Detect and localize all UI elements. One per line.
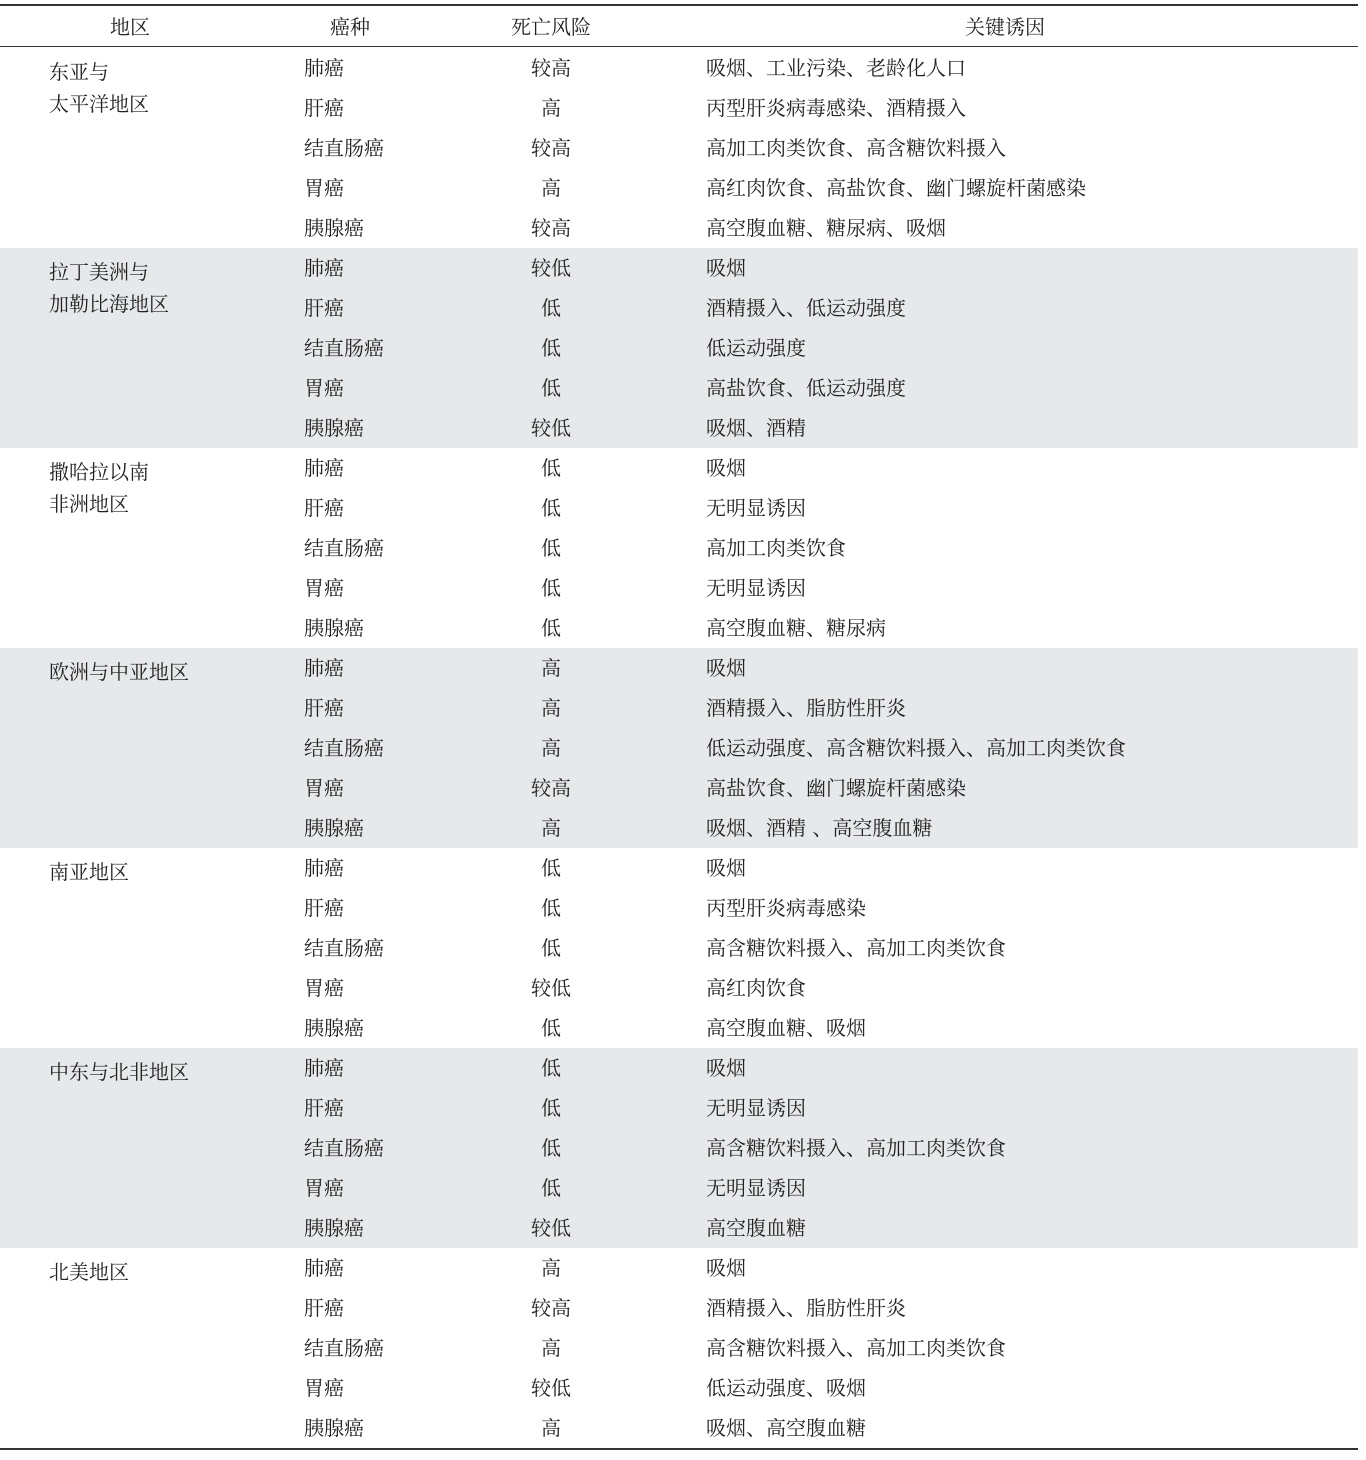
cause-cell: 低运动强度、吸烟 [706, 1376, 866, 1400]
cause-cell: 高盐饮食、幽门螺旋杆菌感染 [706, 776, 966, 800]
cancer-type-cell: 肝癌 [304, 96, 344, 120]
cause-cell: 无明显诱因 [706, 576, 806, 600]
cancer-type-cell: 肝癌 [304, 496, 344, 520]
cause-cell: 无明显诱因 [706, 496, 806, 520]
risk-cell: 高 [541, 816, 561, 840]
cancer-type-cell: 结直肠癌 [304, 736, 384, 760]
table-row [0, 168, 1358, 208]
table-row [0, 848, 1358, 888]
risk-cell: 低 [541, 536, 561, 560]
cause-cell: 丙型肝炎病毒感染 [706, 896, 866, 920]
table-header-row [0, 8, 1358, 46]
cancer-type-cell: 胃癌 [304, 176, 344, 200]
cancer-type-cell: 胰腺癌 [304, 816, 364, 840]
cause-cell: 吸烟 [706, 856, 746, 880]
region-group [0, 248, 1358, 448]
table-header-rule [0, 46, 1358, 47]
risk-cell: 低 [541, 456, 561, 480]
risk-cell: 高 [541, 696, 561, 720]
risk-cell: 较低 [531, 1376, 571, 1400]
region-name: 北美地区 [49, 1260, 129, 1284]
table-row [0, 448, 1358, 488]
table-row [0, 1368, 1358, 1408]
cancer-type-cell: 胃癌 [304, 776, 344, 800]
risk-cell: 低 [541, 936, 561, 960]
table-row [0, 1088, 1358, 1128]
header-key-causes: 关键诱因 [965, 15, 1045, 39]
cancer-type-cell: 结直肠癌 [304, 536, 384, 560]
cancer-type-cell: 胰腺癌 [304, 1216, 364, 1240]
cause-cell: 丙型肝炎病毒感染、酒精摄入 [706, 96, 966, 120]
header-mortality-risk: 死亡风险 [511, 15, 591, 39]
risk-cell: 低 [541, 1176, 561, 1200]
region-name: 撒哈拉以南 非洲地区 [49, 460, 149, 516]
cancer-type-cell: 肝癌 [304, 896, 344, 920]
region-group [0, 848, 1358, 1048]
table-row [0, 888, 1358, 928]
table-row [0, 248, 1358, 288]
table-row [0, 1128, 1358, 1168]
cause-cell: 酒精摄入、脂肪性肝炎 [706, 1296, 906, 1320]
table-row [0, 328, 1358, 368]
region-group [0, 648, 1358, 848]
cancer-type-cell: 肺癌 [304, 456, 344, 480]
cause-cell: 吸烟 [706, 256, 746, 280]
table-row [0, 488, 1358, 528]
cancer-type-cell: 胃癌 [304, 576, 344, 600]
table-row [0, 968, 1358, 1008]
table-row [0, 368, 1358, 408]
cancer-type-cell: 肺癌 [304, 56, 344, 80]
cause-cell: 吸烟 [706, 1256, 746, 1280]
header-cancer-type: 癌种 [330, 15, 370, 39]
cause-cell: 高红肉饮食、高盐饮食、幽门螺旋杆菌感染 [706, 176, 1086, 200]
risk-cell: 高 [541, 736, 561, 760]
region-group [0, 448, 1358, 648]
table-row [0, 568, 1358, 608]
cause-cell: 吸烟 [706, 1056, 746, 1080]
cancer-type-cell: 肝癌 [304, 696, 344, 720]
table-row [0, 1208, 1358, 1248]
cancer-type-cell: 胃癌 [304, 1376, 344, 1400]
table-top-rule [0, 4, 1358, 6]
risk-cell: 较高 [531, 1296, 571, 1320]
cancer-type-cell: 结直肠癌 [304, 136, 384, 160]
cause-cell: 高盐饮食、低运动强度 [706, 376, 906, 400]
cause-cell: 高含糖饮料摄入、高加工肉类饮食 [706, 1136, 1006, 1160]
cancer-type-cell: 肝癌 [304, 1096, 344, 1120]
risk-cell: 低 [541, 1096, 561, 1120]
cancer-type-cell: 胰腺癌 [304, 216, 364, 240]
cancer-type-cell: 胰腺癌 [304, 616, 364, 640]
cause-cell: 吸烟、高空腹血糖 [706, 1416, 866, 1440]
cause-cell: 低运动强度 [706, 336, 806, 360]
region-group [0, 48, 1358, 248]
table-bottom-rule [0, 1448, 1358, 1450]
table-row [0, 288, 1358, 328]
cause-cell: 吸烟、工业污染、老龄化人口 [706, 56, 966, 80]
cancer-type-cell: 肺癌 [304, 256, 344, 280]
risk-cell: 低 [541, 856, 561, 880]
risk-cell: 低 [541, 296, 561, 320]
table-row [0, 768, 1358, 808]
cancer-type-cell: 肺癌 [304, 856, 344, 880]
risk-cell: 较低 [531, 1216, 571, 1240]
risk-cell: 高 [541, 1256, 561, 1280]
table-row [0, 688, 1358, 728]
cancer-type-cell: 胃癌 [304, 376, 344, 400]
risk-cell: 低 [541, 576, 561, 600]
table-row [0, 48, 1358, 88]
table-row [0, 128, 1358, 168]
cause-cell: 高加工肉类饮食、高含糖饮料摄入 [706, 136, 1006, 160]
cancer-type-cell: 胃癌 [304, 976, 344, 1000]
risk-cell: 较高 [531, 216, 571, 240]
cancer-type-cell: 胰腺癌 [304, 1016, 364, 1040]
risk-cell: 低 [541, 1136, 561, 1160]
table-row [0, 1328, 1358, 1368]
table-row [0, 1408, 1358, 1448]
table-row [0, 608, 1358, 648]
header-region: 地区 [110, 15, 150, 39]
risk-cell: 低 [541, 616, 561, 640]
cancer-type-cell: 肺癌 [304, 1256, 344, 1280]
risk-cell: 低 [541, 496, 561, 520]
table-row [0, 1008, 1358, 1048]
cancer-type-cell: 肝癌 [304, 296, 344, 320]
cause-cell: 吸烟、酒精 [706, 416, 806, 440]
risk-cell: 高 [541, 1336, 561, 1360]
cancer-type-cell: 肺癌 [304, 656, 344, 680]
cause-cell: 高空腹血糖、吸烟 [706, 1016, 866, 1040]
cause-cell: 高空腹血糖、糖尿病 [706, 616, 886, 640]
risk-cell: 较低 [531, 976, 571, 1000]
cause-cell: 低运动强度、高含糖饮料摄入、高加工肉类饮食 [706, 736, 1126, 760]
risk-cell: 低 [541, 896, 561, 920]
risk-cell: 高 [541, 96, 561, 120]
risk-cell: 较高 [531, 56, 571, 80]
cause-cell: 高红肉饮食 [706, 976, 806, 1000]
cause-cell: 无明显诱因 [706, 1096, 806, 1120]
table-row [0, 728, 1358, 768]
table-row [0, 408, 1358, 448]
cancer-type-cell: 结直肠癌 [304, 1336, 384, 1360]
cancer-type-cell: 肺癌 [304, 1056, 344, 1080]
cause-cell: 高加工肉类饮食 [706, 536, 846, 560]
cancer-type-cell: 结直肠癌 [304, 1136, 384, 1160]
region-name: 东亚与 太平洋地区 [49, 60, 149, 116]
table-row [0, 528, 1358, 568]
region-name: 中东与北非地区 [49, 1060, 189, 1084]
table-row [0, 208, 1358, 248]
risk-cell: 较低 [531, 416, 571, 440]
risk-cell: 较高 [531, 776, 571, 800]
table-row [0, 1168, 1358, 1208]
cause-cell: 高含糖饮料摄入、高加工肉类饮食 [706, 936, 1006, 960]
table-row [0, 88, 1358, 128]
risk-cell: 高 [541, 176, 561, 200]
cause-cell: 吸烟 [706, 456, 746, 480]
table-row [0, 928, 1358, 968]
risk-cell: 低 [541, 376, 561, 400]
region-name: 南亚地区 [49, 860, 129, 884]
table-row [0, 1248, 1358, 1288]
region-name: 欧洲与中亚地区 [49, 660, 189, 684]
cause-cell: 无明显诱因 [706, 1176, 806, 1200]
risk-cell: 高 [541, 1416, 561, 1440]
cancer-type-cell: 结直肠癌 [304, 336, 384, 360]
cancer-type-cell: 结直肠癌 [304, 936, 384, 960]
region-group [0, 1048, 1358, 1248]
risk-cell: 低 [541, 1016, 561, 1040]
table-row [0, 808, 1358, 848]
cause-cell: 酒精摄入、低运动强度 [706, 296, 906, 320]
cause-cell: 吸烟、酒精 、高空腹血糖 [706, 816, 933, 840]
cause-cell: 吸烟 [706, 656, 746, 680]
cancer-type-cell: 肝癌 [304, 1296, 344, 1320]
cause-cell: 酒精摄入、脂肪性肝炎 [706, 696, 906, 720]
cause-cell: 高空腹血糖 [706, 1216, 806, 1240]
region-group [0, 1248, 1358, 1448]
risk-cell: 低 [541, 336, 561, 360]
table-row [0, 1288, 1358, 1328]
cancer-type-cell: 胃癌 [304, 1176, 344, 1200]
region-name: 拉丁美洲与 加勒比海地区 [49, 260, 169, 316]
cause-cell: 高空腹血糖、糖尿病、吸烟 [706, 216, 946, 240]
cancer-type-cell: 胰腺癌 [304, 1416, 364, 1440]
cancer-type-cell: 胰腺癌 [304, 416, 364, 440]
risk-cell: 较高 [531, 136, 571, 160]
risk-cell: 高 [541, 656, 561, 680]
risk-cell: 低 [541, 1056, 561, 1080]
table-row [0, 648, 1358, 688]
risk-cell: 较低 [531, 256, 571, 280]
cause-cell: 高含糖饮料摄入、高加工肉类饮食 [706, 1336, 1006, 1360]
table-row [0, 1048, 1358, 1088]
